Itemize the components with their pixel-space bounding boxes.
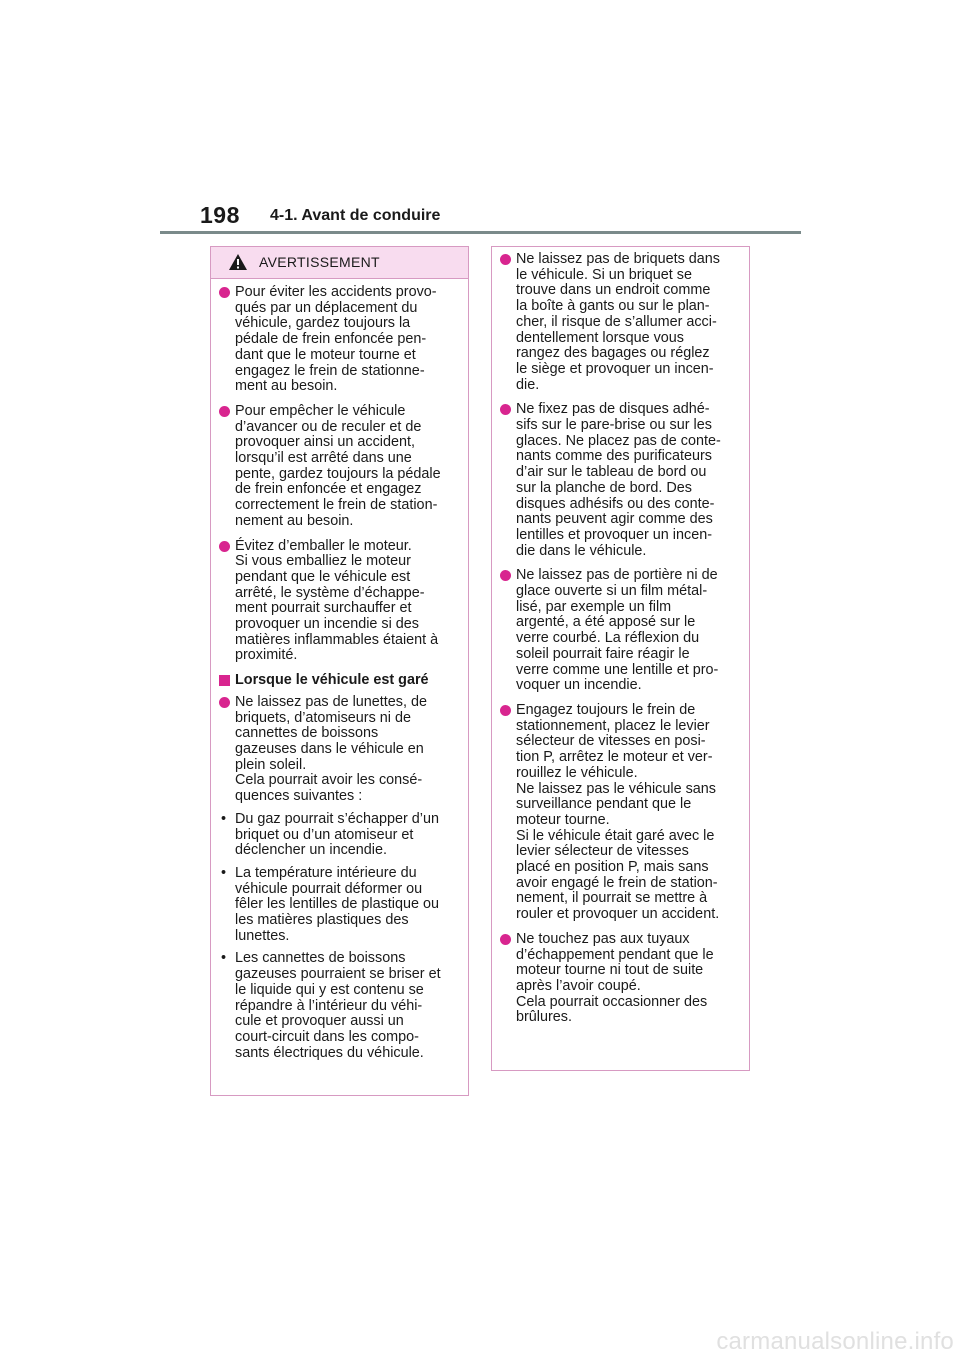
small-bullet-icon: • — [221, 810, 227, 827]
section-title: 4-1. Avant de conduire — [270, 207, 441, 224]
warning-item-text: Évitez d’emballer le moteur. Si vous emballiez le moteur pendant que le véhicule est arrêté, le système d’échappe- ment pourrait surchauffer et provoquer un incendie si des matières inflammables étaient à proximité. — [235, 537, 439, 664]
warning-item-text: Ne laissez pas de briquets dans le véhicule. Si un briquet se trouve dans un endroit comme la boîte à gants ou sur le plan- cher, il risque de s’allumer acci- dentellement lorsque vous rangez des bagages ou réglez le siège et provoquer un incen- die. — [516, 251, 720, 393]
bullet-dot-icon — [500, 934, 511, 945]
bullet-dot-icon — [500, 404, 511, 415]
warning-header — [211, 247, 468, 279]
subheading — [219, 673, 458, 689]
subheading-text: Lorsque le véhicule est garé — [235, 672, 429, 689]
sub-bullet-text: Du gaz pourrait s’échapper d’un briquet ou d’un atomiseur et déclencher un incendie. — [235, 810, 439, 859]
warning-item — [219, 539, 458, 665]
bullet-dot-icon — [219, 541, 230, 552]
warning-item-text: Pour éviter les accidents provo- qués par un déplacement du véhicule, gardez toujours la pédale de frein enfoncée pen- dant que le moteur tourne et engagez le frein de stationne- ment au besoin. — [235, 284, 437, 395]
small-bullet-icon: • — [221, 950, 227, 967]
warning-item-text: Ne laissez pas de lunettes, de briquets, d’atomiseurs ni de cannettes de boissons gazeuses dans le véhicule en plein soleil. Cela pourrait avoir les consé- quences suivantes : — [235, 693, 427, 805]
warning-box-left — [210, 246, 469, 1096]
warning-content-left — [211, 279, 468, 1061]
watermark: carmanualsonline.info — [716, 1328, 954, 1355]
bullet-dot-icon — [500, 254, 511, 265]
warning-item — [500, 402, 739, 559]
small-bullet-icon: • — [221, 864, 227, 881]
warning-item — [219, 285, 458, 395]
warning-item-text: Engagez toujours le frein de stationnement, placez le levier sélecteur de vitesses en posi- tion P, arrêtez le moteur et ver- rouillez le véhicule. Ne laissez pas le véhicule sans surveillance pendant que le moteur tourne. Si le véhicule était garé avec le levier sélecteur de vitesses placé en position P, mais sans avoir engagé le frein de station- nement, il pourrait se mettre à rouler et provoquer un accident. — [516, 701, 720, 923]
bullet-dot-icon — [219, 287, 230, 298]
warning-item — [500, 568, 739, 694]
warning-triangle-icon — [228, 253, 248, 271]
warning-title: AVERTISSEMENT — [259, 254, 380, 270]
warning-item — [219, 404, 458, 530]
warning-item-text: Ne touchez pas aux tuyaux d’échappement pendant que le moteur tourne ni tout de suite après l’avoir coupé. Cela pourrait occasionner des brûlures. — [516, 930, 714, 1026]
page-number: 198 — [200, 202, 240, 228]
square-bullet-icon — [219, 675, 230, 686]
warning-box-right — [491, 246, 750, 1071]
sub-bullet — [219, 866, 458, 945]
header-rule — [160, 231, 801, 234]
sub-bullet — [219, 812, 458, 859]
warning-item-text: Ne laissez pas de portière ni de glace ouverte si un film métal- lisé, par exemple un film argenté, a été apposé sur le verre courbé. La réflexion du soleil pourrait faire réagir le verre comme une lentille et pro- voquer un incendie. — [516, 567, 719, 694]
bullet-dot-icon — [500, 705, 511, 716]
sub-bullet-text: Les cannettes de boissons gazeuses pourraient se briser et le liquide qui y est contenu se répandre à l’intérieur du véhi- cule et provoquer aussi un court-circuit dans les compo- sants électriques du véhicule. — [235, 950, 441, 1061]
warning-item-text: Ne fixez pas de disques adhé- sifs sur le pare-brise ou sur les glaces. Ne placez pas de conte- nants comme des purificateurs d’air sur le tableau de bord ou sur la planche de bord. Des disques adhésifs ou des conte- nants peuvent agir comme des lentilles et provoquer un incen- die dans le véhicule. — [516, 401, 721, 559]
sub-bullet-text: La température intérieure du véhicule pourrait déformer ou fêler les lentilles de plastique ou les matières plastiques des lunettes. — [235, 864, 439, 944]
warning-content-right — [492, 247, 749, 1026]
bullet-dot-icon — [219, 697, 230, 708]
bullet-dot-icon — [500, 570, 511, 581]
warning-item-text: Pour empêcher le véhicule d’avancer ou de reculer et de provoquer ainsi un accident, lorsqu’il est arrêté dans une pente, gardez toujours la pédale de frein enfoncée et engagez correctement le frein de station- nement au besoin. — [235, 402, 441, 529]
warning-item — [500, 932, 739, 1026]
warning-item — [500, 703, 739, 923]
warning-item — [219, 695, 458, 805]
sub-bullet — [219, 951, 458, 1061]
page-header — [0, 200, 960, 240]
bullet-dot-icon — [219, 406, 230, 417]
warning-item — [500, 252, 739, 393]
